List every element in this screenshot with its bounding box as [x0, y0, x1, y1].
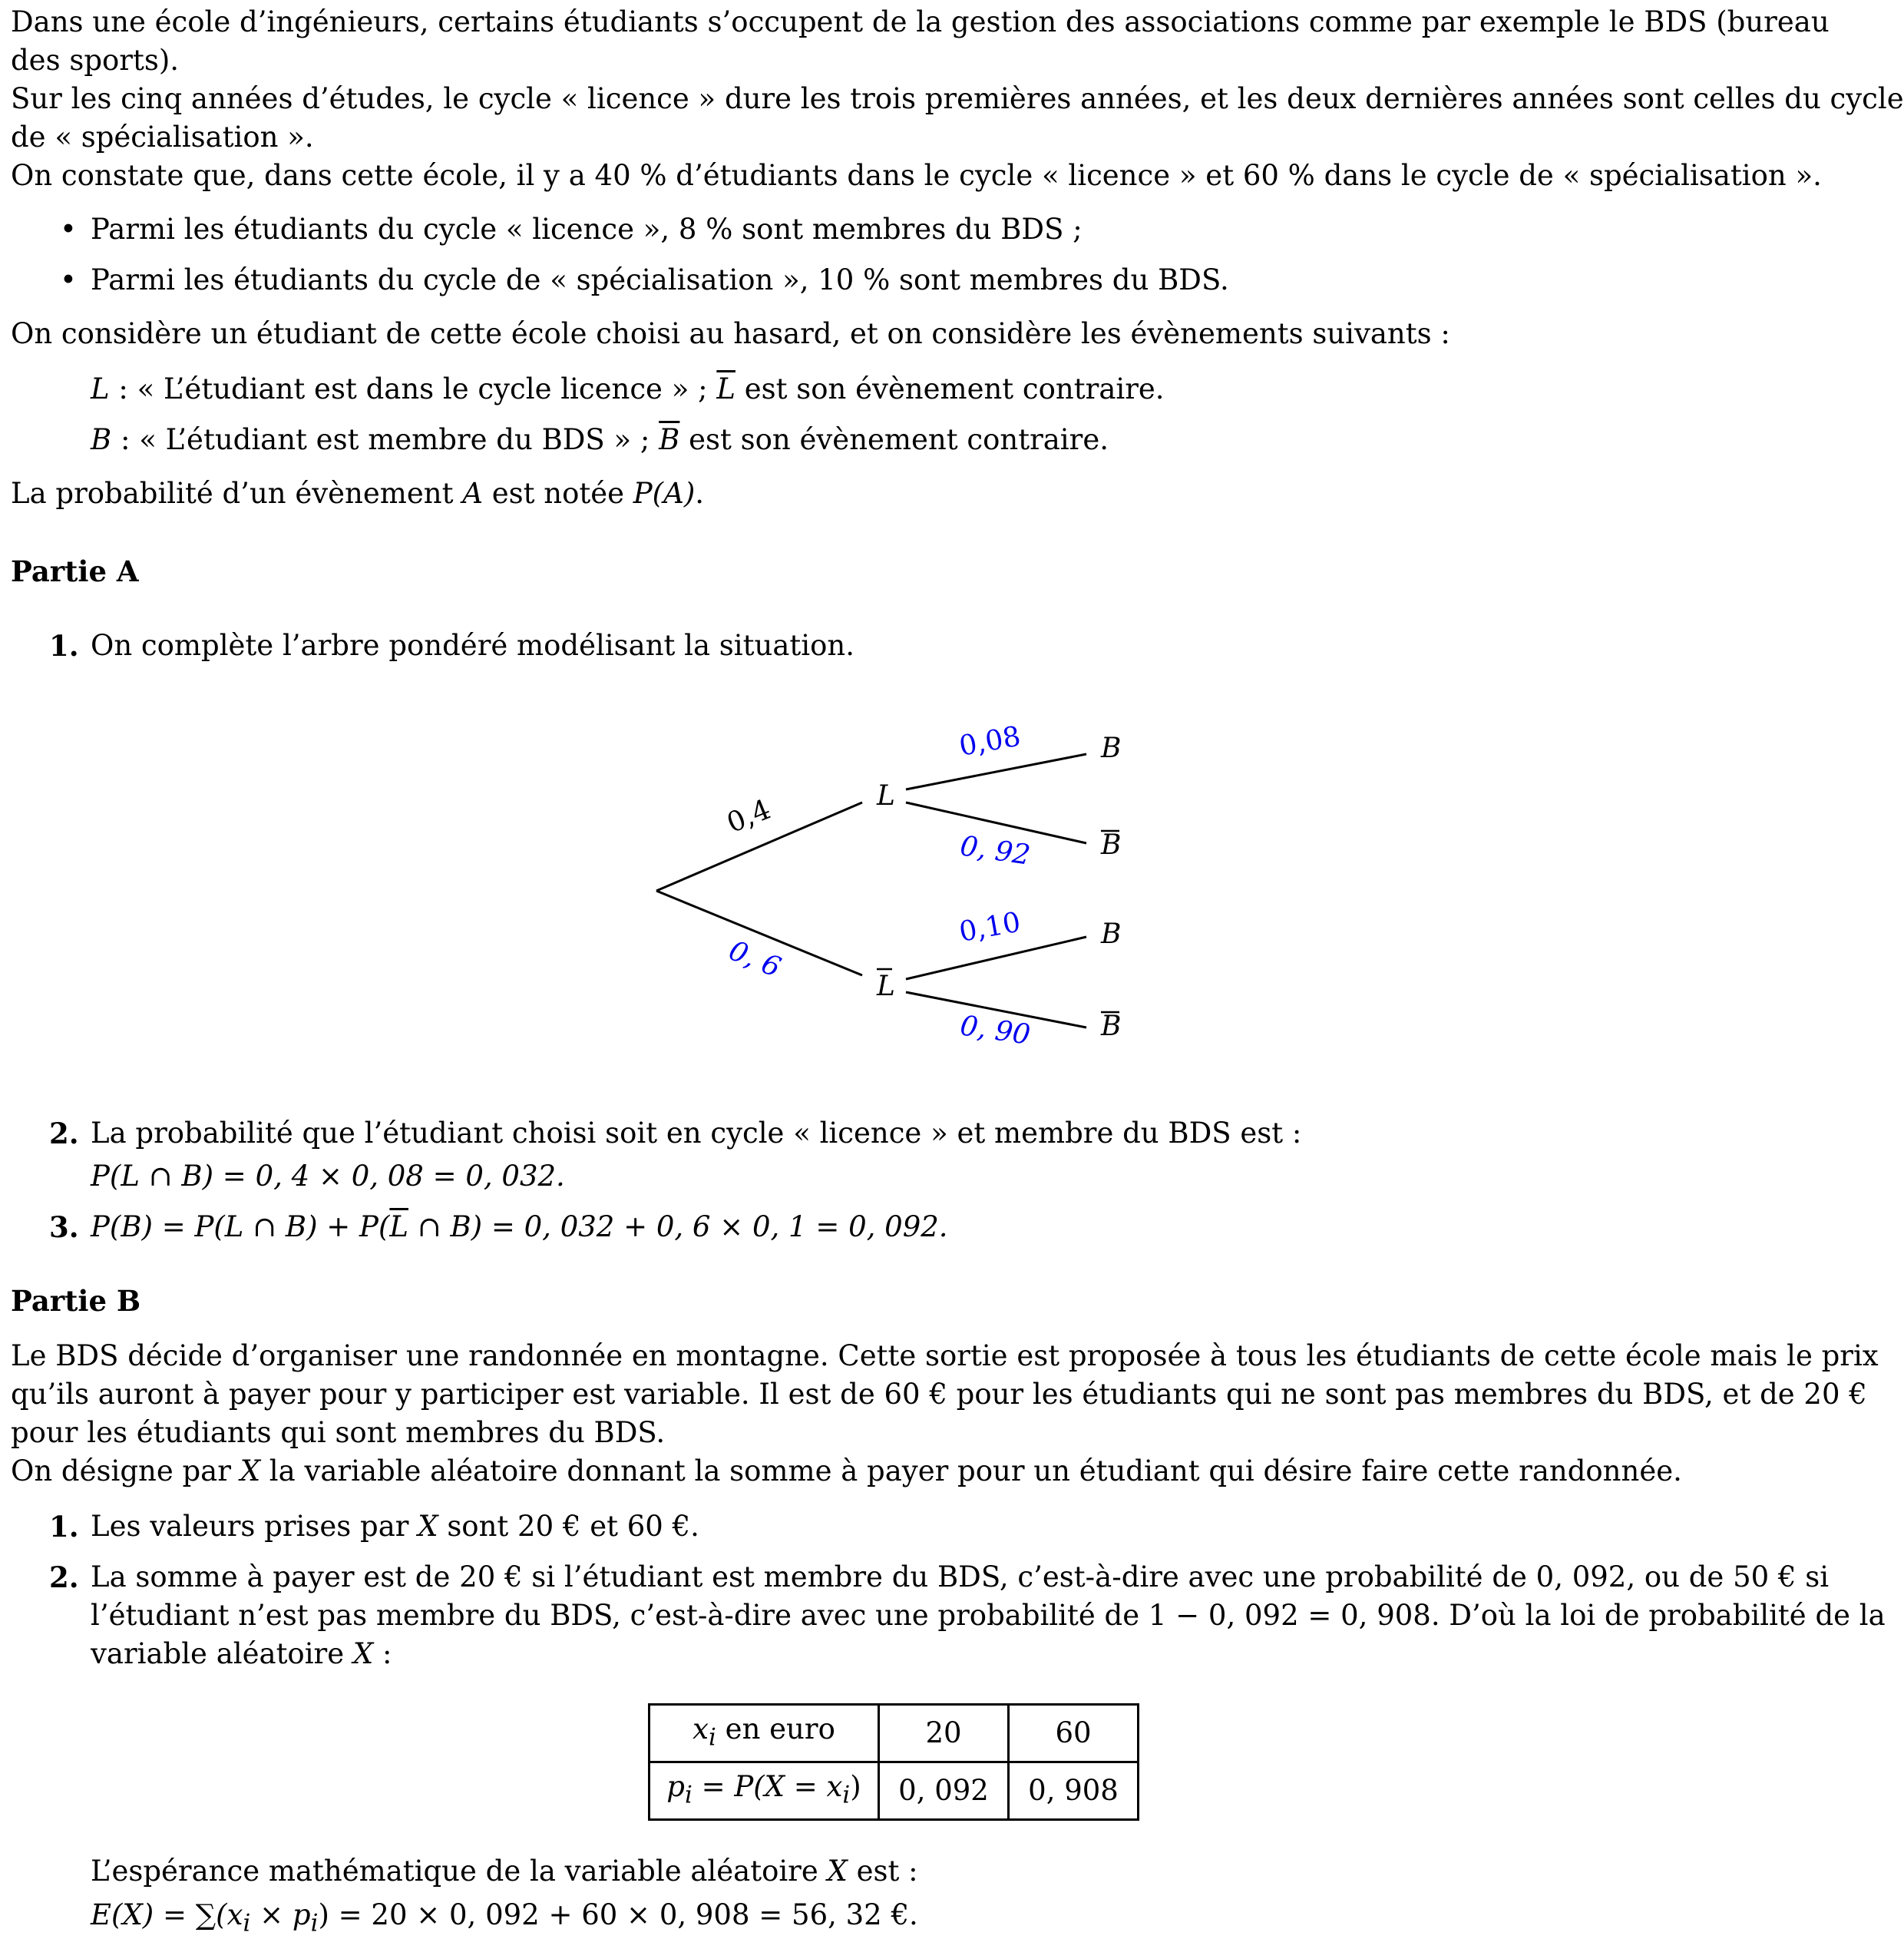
bullet-2: •: [60, 263, 77, 296]
part-a-q2-text: La probabilité que l’étudiant choisi soit en cycle « licence » et membre du BDS est :: [91, 1117, 1302, 1150]
part-b-q2-line-3: variable aléatoire X :: [91, 1637, 392, 1670]
cell-p2: 0, 908: [1009, 1762, 1139, 1820]
node-L: L: [877, 780, 895, 812]
cell-p1: 0, 092: [879, 1762, 1009, 1820]
intro-line-5: On constate que, dans cette école, il y a 40 % d’étudiants dans le cycle « licence » et 60 % dans le cycle de « spécialisation ».: [11, 159, 1822, 192]
part-b-line-3: pour les étudiants qui sont membres du BDS.: [11, 1416, 666, 1449]
prob-L: 0,4: [722, 793, 775, 840]
probability-law-table: [648, 1703, 1139, 1821]
prob-notB-given-notL: 0, 90: [957, 1010, 1033, 1051]
leaf-notB-1: B: [1101, 829, 1122, 861]
part-b-q2-line-1: La somme à payer est de 20 € si l’étudiant est membre du BDS, c’est-à-dire avec une probabilité de 0, 092, ou de 50 € si: [91, 1560, 1830, 1593]
bullet-1: •: [60, 213, 77, 246]
intro-line-6: On considère un étudiant de cette école choisi au hasard, et on considère les évènements suivants :: [11, 317, 1450, 350]
bullet-text-2: Parmi les étudiants du cycle de « spécialisation », 10 % sont membres du BDS.: [91, 263, 1229, 296]
branch-L-B: [906, 754, 1086, 789]
part-b-q2-number: 2.: [49, 1560, 79, 1594]
probability-tree: [645, 714, 1136, 1067]
part-b-line-1: Le BDS décide d’organiser une randonnée en montagne. Cette sortie est proposée à tous les étudiants de cette école mais le prix: [11, 1339, 1879, 1372]
part-a-q2-number: 2.: [49, 1117, 79, 1150]
expectation-intro: L’espérance mathématique de la variable aléatoire X est :: [91, 1855, 918, 1888]
part-b-q1-text: Les valeurs prises par X sont 20 € et 60 €.: [91, 1510, 699, 1543]
node-notL: L: [877, 971, 895, 1002]
intro-line-2: des sports).: [11, 44, 180, 77]
event-L: L : « L’étudiant est dans le cycle licence » ; $\overline{L}$ est son évènement contraire.: [91, 372, 1165, 405]
part-b-q2-line-2: l’étudiant n’est pas membre du BDS, c’est-à-dire avec une probabilité de 1 − 0, 092 = 0, 908. D’où la loi de probabilité de la: [91, 1599, 1886, 1632]
leaf-B-2: B: [1101, 918, 1122, 950]
part-b-q1-number: 1.: [49, 1510, 79, 1544]
leaf-notB-2: B: [1101, 1011, 1122, 1042]
intro-line-7: La probabilité d’un évènement A est notée P(A).: [11, 477, 705, 510]
event-B: B : « L’étudiant est membre du BDS » ; $\overline{B}$ est son évènement contraire.: [91, 423, 1109, 456]
prob-notL: 0, 6: [724, 935, 785, 984]
prob-B-given-notL: 0,10: [957, 906, 1023, 948]
intro-line-3: Sur les cinq années d’études, le cycle « licence » dure les trois premières années, et les deux dernières années sont celles du cycle: [11, 82, 1904, 115]
part-a-q3-equation: P(B) = P(L ∩ $B) + P(\overline{L}$ ∩ B) = 0, 032 + 0, 6 × 0, 1 = 0, 092.: [91, 1210, 948, 1243]
cell-x2: 60: [1009, 1705, 1139, 1762]
table-row: [650, 1705, 1139, 1762]
part-b-line-2: qu’ils auront à payer pour y participer est variable. Il est de 60 € pour les étudiants qui ne sont pas membres du BDS, et de 20 €: [11, 1378, 1867, 1411]
header-pi: $p_i = P(X = x_i)$: [650, 1762, 879, 1820]
part-a-title: Partie A: [11, 554, 139, 588]
leaf-B-1: B: [1101, 733, 1122, 764]
cell-x1: 20: [879, 1705, 1009, 1762]
intro-line-4: de « spécialisation ».: [11, 121, 314, 154]
intro-line-1: Dans une école d’ingénieurs, certains étudiants s’occupent de la gestion des associations comme par exemple le BDS (bureau: [11, 5, 1830, 38]
part-b-title: Partie B: [11, 1284, 141, 1318]
part-a-q1-number: 1.: [49, 629, 79, 663]
part-a-q3-number: 3.: [49, 1210, 79, 1244]
part-b-line-4: On désigne par X la variable aléatoire donnant la somme à payer pour un étudiant qui désire faire cette randonnée.: [11, 1454, 1682, 1487]
part-a-q2-equation: P(L ∩ B) = 0, 4 × 0, 08 = 0, 032.: [91, 1160, 565, 1193]
prob-B-given-L: 0,08: [957, 720, 1023, 763]
header-xi: $x_i$ en euro: [650, 1705, 879, 1762]
prob-notB-given-L: 0, 92: [957, 830, 1033, 872]
branch-notL-B: [906, 937, 1086, 979]
part-a-q1-text: On complète l’arbre pondéré modélisant la situation.: [91, 629, 854, 662]
table-row: [650, 1762, 1139, 1820]
expectation-formula: $E(X) = \sum(x_i \times p_i) = 20 \times 0$, 092 + 60 × 0, 908 = 56, 32 €.: [91, 1898, 918, 1937]
bullet-text-1: Parmi les étudiants du cycle « licence », 8 % sont membres du BDS ;: [91, 213, 1083, 246]
